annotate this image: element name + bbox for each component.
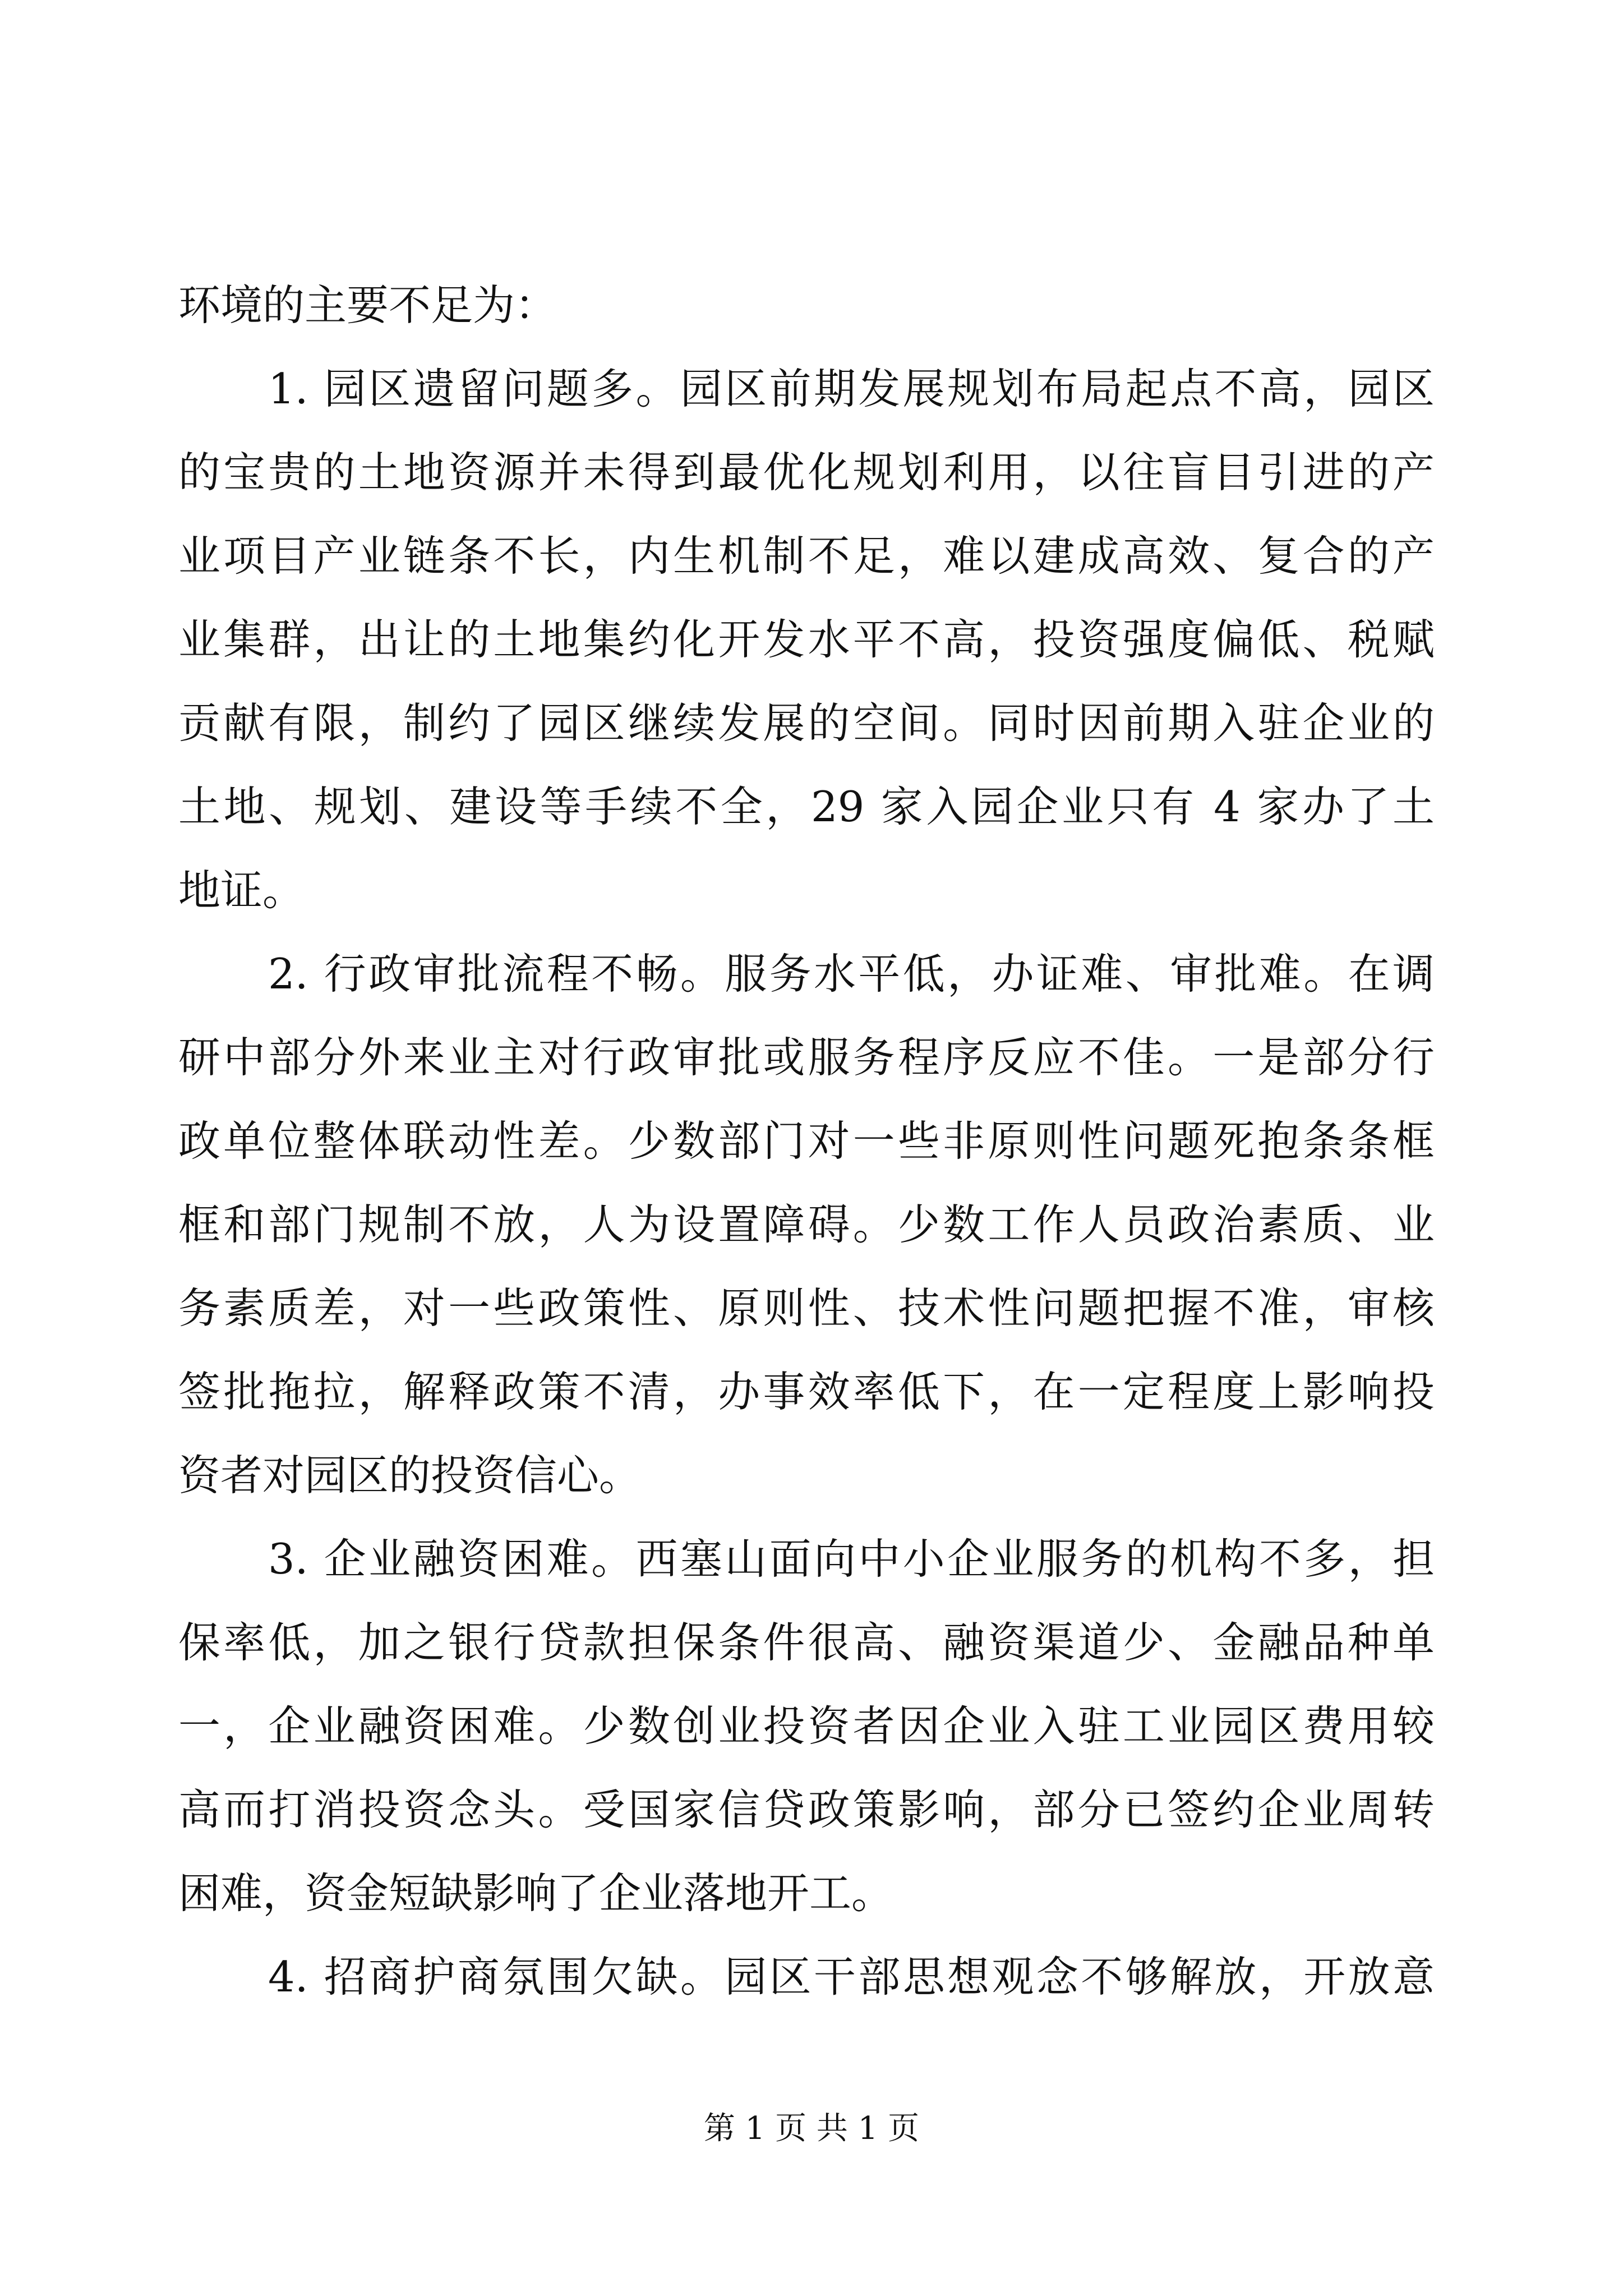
paragraph-heading-line: 1. 园区遗留问题多。园区前期发展规划布局起点不高，园区 bbox=[268, 364, 1435, 413]
text-line: 政单位整体联动性差。少数部门对一些非原则性问题死抱条条框 bbox=[178, 1116, 1435, 1166]
document-body bbox=[178, 264, 1435, 2019]
text-line: 贡献有限，制约了园区继续发展的空间。同时因前期入驻企业的 bbox=[178, 698, 1435, 748]
text-line: 业项目产业链条不长，内生机制不足，难以建成高效、复合的产 bbox=[178, 531, 1435, 581]
text-line: 环境的主要不足为： bbox=[178, 280, 557, 330]
text-line: 签批拖拉，解释政策不清，办事效率低下，在一定程度上影响投 bbox=[178, 1367, 1435, 1416]
page-footer: 第 1 页 共 1 页 bbox=[703, 2110, 920, 2147]
text-line: 困难，资金短缺影响了企业落地开工。 bbox=[178, 1869, 894, 1918]
text-line: 土地、规划、建设等手续不全，29 家入园企业只有 4 家办了土 bbox=[178, 782, 1435, 831]
text-line: 一，企业融资困难。少数创业投资者因企业入驻工业园区费用较 bbox=[178, 1701, 1435, 1751]
text-line: 保率低，加之银行贷款担保条件很高、融资渠道少、金融品种单 bbox=[178, 1618, 1435, 1667]
text-line: 务素质差，对一些政策性、原则性、技术性问题把握不准，审核 bbox=[178, 1283, 1435, 1333]
paragraph-heading-line: 2. 行政审批流程不畅。服务水平低，办证难、审批难。在调 bbox=[268, 949, 1435, 999]
text-line: 框和部门规制不放，人为设置障碍。少数工作人员政治素质、业 bbox=[178, 1200, 1435, 1249]
paragraph-heading-line: 3. 企业融资困难。西塞山面向中小企业服务的机构不多，担 bbox=[268, 1534, 1435, 1584]
text-line: 高而打消投资念头。受国家信贷政策影响，部分已签约企业周转 bbox=[178, 1785, 1435, 1834]
text-line: 研中部分外来业主对行政审批或服务程序反应不佳。一是部分行 bbox=[178, 1033, 1435, 1082]
text-line: 的宝贵的土地资源并未得到最优化规划利用，以往盲目引进的产 bbox=[178, 448, 1435, 497]
paragraph-heading-line: 4. 招商护商氛围欠缺。园区干部思想观念不够解放，开放意 bbox=[268, 1952, 1435, 2001]
text-line: 地证。 bbox=[178, 866, 305, 915]
text-line: 资者对园区的投资信心。 bbox=[178, 1451, 642, 1500]
text-line: 业集群，出让的土地集约化开发水平不高，投资强度偏低、税赋 bbox=[178, 615, 1435, 664]
